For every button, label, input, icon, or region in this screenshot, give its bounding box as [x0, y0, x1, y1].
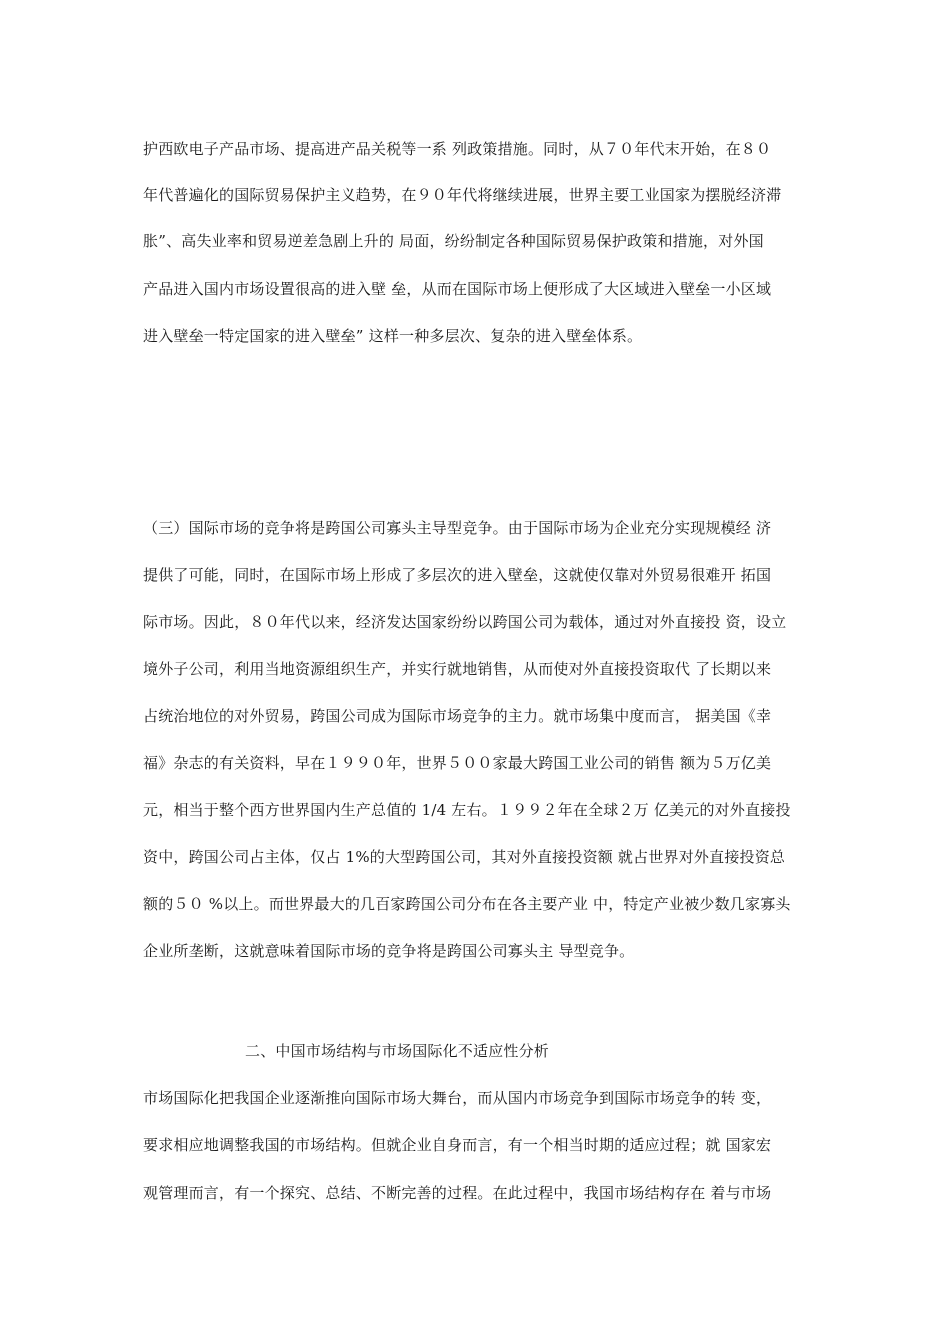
paragraph-1-line-2: 年代普遍化的国际贸易保护主义趋势，在９０年代将继续进展，世界主要工业国家为摆脱经济滞 — [143, 186, 782, 204]
paragraph-1-line-1: 护西欧电子产品市场、提高进产品关税等一系 列政策措施。同时，从７０年代末开始，在８０ — [143, 140, 772, 158]
paragraph-2-line-1: （三）国际市场的竞争将是跨国公司寡头主导型竞争。由于国际市场为企业充分实现规模经 济 — [143, 519, 772, 537]
paragraph-2-line-8: 资中，跨国公司占主体，仅占 1%的大型跨国公司，其对外直接投资额 就占世界对外直接投资总 — [143, 848, 786, 866]
paragraph-3-line-2: 要求相应地调整我国的市场结构。但就企业自身而言，有一个相当时期的适应过程；就 国家宏 — [143, 1136, 772, 1154]
paragraph-2-line-9: 额的５０ %以上。而世界最大的几百家跨国公司分布在各主要产业 中，特定产业被少数几家寡头 — [143, 895, 791, 913]
paragraph-2-line-6: 福》杂志的有关资料，早在１９９０年，世界５００家最大跨国工业公司的销售 额为５万亿美 — [143, 754, 772, 772]
paragraph-3-line-3: 观管理而言，有一个探究、总结、不断完善的过程。在此过程中，我国市场结构存在 着与市场 — [143, 1184, 772, 1202]
paragraph-2-line-5: 占统治地位的对外贸易，跨国公司成为国际市场竞争的主力。就市场集中度而言， 据美国《幸 — [143, 707, 772, 725]
paragraph-2-line-3: 际市场。因此，８０年代以来，经济发达国家纷纷以跨国公司为载体，通过对外直接投 资，设立 — [143, 613, 787, 631]
paragraph-2-line-2: 提供了可能，同时，在国际市场上形成了多层次的进入壁垒，这就使仅靠对外贸易很难开 拓国 — [143, 566, 772, 584]
paragraph-1-line-4: 产品进入国内市场设置很高的进入壁 垒，从而在国际市场上便形成了大区域进入壁垒一小区域 — [143, 280, 772, 298]
paragraph-1-line-5: 进入壁垒一特定国家的进入壁垒” 这样一种多层次、复杂的进入壁垒体系。 — [143, 327, 643, 345]
section-heading: 二、中国市场结构与市场国际化不适应性分析 — [245, 1042, 550, 1060]
paragraph-1-line-3: 胀”、高失业率和贸易逆差急剧上升的 局面，纷纷制定各种国际贸易保护政策和措施，对外国 — [143, 232, 764, 250]
paragraph-2-line-7: 元，相当于整个西方世界国内生产总值的 1/4 左右。１９９２年在全球２万 亿美元的对外直接投 — [143, 801, 791, 819]
paragraph-3-line-1: 市场国际化把我国企业逐渐推向国际市场大舞台，而从国内市场竞争到国际市场竞争的转 变， — [143, 1089, 772, 1107]
paragraph-2-line-4: 境外子公司，利用当地资源组织生产，并实行就地销售，从而使对外直接投资取代 了长期以来 — [143, 660, 772, 678]
paragraph-2-line-10: 企业所垄断，这就意味着国际市场的竞争将是跨国公司寡头主 导型竞争。 — [143, 942, 635, 960]
